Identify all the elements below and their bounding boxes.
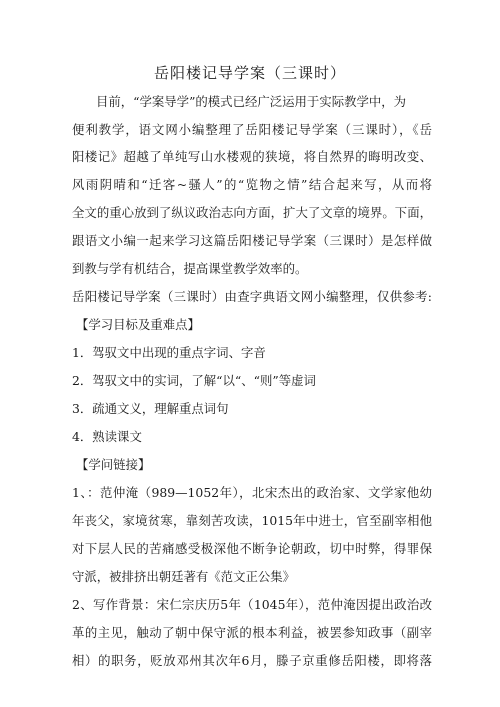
paragraph-line-10: 年丧父，家境贫寒，靠刻苦攻读，1015年中进士，官至副宰相他 <box>72 513 432 528</box>
paragraph-line-1: 目前，“学案导学”的模式已经广泛运用于实际教学中，为 <box>96 94 407 109</box>
paragraph-line-3: 阳楼记》超越了单纯写山水楼观的狭境，将自然界的晦明改变、 <box>72 149 432 164</box>
section-heading-objectives: 【学习目标及重难点】 <box>76 317 200 332</box>
paragraph-line-9: 1、：范仲淹（989—1052年），北宋杰出的政治家、文学家他幼 <box>72 485 432 500</box>
paragraph-line-12: 守派，被排挤出朝廷著有《范文正公集》 <box>72 569 296 584</box>
paragraph-line-4: 风雨阴晴和“迁客~骚人”的“览物之情”结合起来写，从而将 <box>72 177 432 192</box>
section-heading-knowledge: 【学问链接】 <box>76 457 151 472</box>
paragraph-line-8: 岳阳楼记导学案（三课时）由查字典语文网小编整理，仅供参考: <box>72 289 432 304</box>
paragraph-line-15: 相）的职务，贬放邓州其次年6月，滕子京重修岳阳楼，即将落 <box>72 653 432 668</box>
paragraph-line-6: 跟语文小编一起来学习这篇岳阳楼记导学案（三课时）是怎样做 <box>72 233 432 248</box>
paragraph-line-5: 全文的重心放到了纵议政治志向方面，扩大了文章的境界。下面， <box>72 205 432 220</box>
paragraph-line-14: 革的主见，触动了朝中保守派的根本利益，被罢参知政事（副宰 <box>72 625 432 640</box>
list-item-4: 4．熟读课文 <box>72 429 142 444</box>
document-title: 岳阳楼记导学案（三课时） <box>153 64 346 82</box>
list-item-1: 1．驾驭文中出现的重点字词、字音 <box>72 345 266 360</box>
list-item-2: 2．驾驭文中的实词，了解“以“、“则”等虚词 <box>72 373 316 388</box>
paragraph-line-11: 对下层人民的苦痛感受极深他不断争论朝政，切中时弊，得罪保 <box>72 541 432 556</box>
paragraph-line-7: 到教与学有机结合，提高课堂教学效率的。 <box>72 261 308 276</box>
paragraph-line-2: 便利教学，语文网小编整理了岳阳楼记导学案（三课时），《岳 <box>72 122 432 137</box>
list-item-3: 3．疏通文义，理解重点词句 <box>72 401 229 416</box>
paragraph-line-13: 2、写作背景：宋仁宗庆历5年（1045年），范仲淹因提出政治改 <box>72 597 432 612</box>
